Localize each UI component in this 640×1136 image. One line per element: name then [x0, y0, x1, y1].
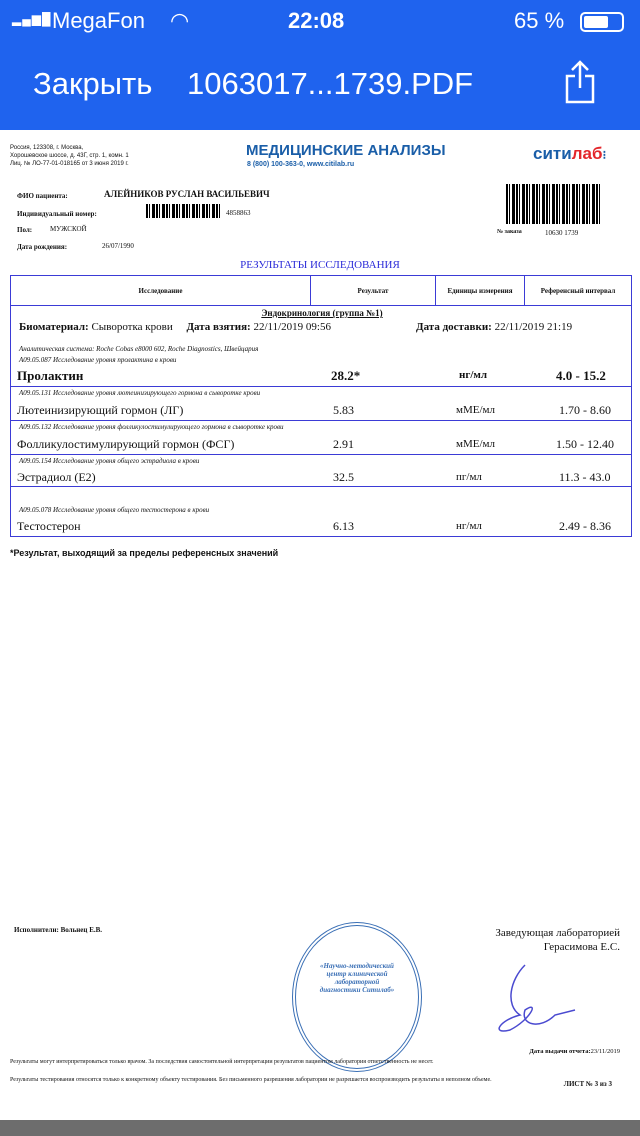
results-title: РЕЗУЛЬТАТЫ ИССЛЕДОВАНИЯ [240, 259, 400, 271]
test-unit: нг/мл [456, 520, 482, 532]
table-row [10, 455, 632, 487]
test-name: Пролактин [17, 368, 84, 383]
test-name: Лютеинизирующий гормон (ЛГ) [17, 403, 184, 417]
sex-label: Пол: [17, 226, 33, 234]
order-number: 10630 1739 [545, 229, 579, 237]
stamp: «Научно-методический центр клинической лабораторной диагностики Ситилаб» [292, 922, 422, 1072]
col-test: Исследование [11, 276, 311, 306]
lab-head: Заведующая лабораторией Герасимова Е.С. [495, 927, 620, 953]
test-result: 32.5 [333, 470, 354, 484]
test-code: A09.05.078 Исследование уровня общего тестостерона в крови [19, 506, 210, 514]
test-reference: 1.50 - 12.40 [556, 437, 614, 451]
test-code: A09.05.154 Исследование уровня общего эстрадиола в крови [19, 457, 200, 465]
document-title: 1063017...1739.PDF [187, 66, 474, 101]
test-name: Тестостерон [17, 519, 81, 533]
carrier: MegaFon [52, 8, 145, 33]
test-unit: нг/мл [459, 369, 488, 381]
id-label: Индивидуальный номер: [17, 210, 97, 218]
battery-percent: 65 % [514, 8, 565, 33]
disclaimer: Результаты тестирования относятся только к конкретному объекту тестирования. Без письменного разрешения лаборатории не разрешается воспроизводить результаты в неполном объеме. [10, 1077, 492, 1083]
test-unit: пг/мл [456, 471, 482, 483]
test-name: Фолликулостимулирующий гормон (ФСГ) [17, 437, 235, 451]
pdf-page [0, 130, 640, 1120]
patient-name: АЛЕЙНИКОВ РУСЛАН ВАСИЛЬЕВИЧ [104, 189, 270, 199]
table-row [10, 487, 632, 537]
page-number: ЛИСТ № 3 из 3 [563, 1080, 612, 1088]
test-code: A09.05.132 Исследование уровня фолликулостимулирующего гормона в сыворотке крови [19, 423, 284, 431]
close-button[interactable]: Закрыть [33, 66, 153, 101]
report-date: Дата выдачи отчета:23/11/2019 [529, 1048, 620, 1055]
test-code: A09.05.087 Исследование уровня пролактина в крови [19, 356, 177, 364]
patient-sex: МУЖСКОЙ [50, 225, 87, 233]
signal-icon: ▂▄▆█ [12, 12, 52, 26]
col-units: Единицы измерения [436, 276, 525, 306]
group-title: Эндокринология (группа №1) [261, 308, 383, 318]
table-row [10, 421, 632, 455]
test-name: Эстрадиол (Е2) [17, 470, 96, 484]
order-label: № заказа [497, 229, 522, 235]
citilab-logo: ситилаб⁝ [533, 144, 607, 163]
test-result: 5.83 [333, 403, 354, 417]
lab-address: Россия, 123308, г. Москва, Хорошевское шоссе, д. 43Г, стр. 1, комн. 1 Лиц. № ЛО-77-01-018165 от 3 июня 2019 г. [10, 145, 129, 167]
pdf-viewer-header [0, 0, 640, 130]
test-result: 6.13 [333, 519, 354, 533]
dob-label: Дата рождения: [17, 243, 68, 251]
id-barcode [146, 204, 220, 218]
test-reference: 11.3 - 43.0 [559, 470, 611, 484]
disclaimer: Результаты могут интерпретироваться только врачом. За последствия самостоятельной интерпретации результатов пациентом лаборатория ответственность не несет. [10, 1059, 434, 1065]
sample-info: Биоматериал: Сыворотка крови Дата взятия: 22/11/2019 09:56 Дата доставки: 22/11/2019 21:19 [19, 321, 573, 333]
patient-dob: 26/07/1990 [102, 242, 134, 250]
table-row [10, 387, 632, 421]
test-code: A09.05.131 Исследование уровня лютеинизирующего гормона в сыворотке крови [19, 389, 261, 397]
order-barcode [506, 184, 602, 224]
table-row [10, 305, 632, 387]
patient-id: 4858863 [226, 209, 251, 217]
footnote: *Результат, выходящий за пределы референсных значений [10, 548, 279, 558]
wifi-icon: ◠ [170, 8, 190, 33]
test-unit: мМЕ/мл [456, 438, 495, 450]
col-result: Результат [311, 276, 436, 306]
test-reference: 4.0 - 15.2 [556, 368, 606, 383]
analytic-system: Аналитическая система: Roche Cobas e8000 602, Roche Diagnostics, Швейцария [19, 345, 259, 353]
doc-title: МЕДИЦИНСКИЕ АНАЛИЗЫ [246, 142, 446, 159]
share-icon[interactable] [563, 58, 597, 104]
bottom-bar [0, 1120, 640, 1136]
test-reference: 2.49 - 8.36 [559, 519, 611, 533]
test-result: 2.91 [333, 437, 354, 451]
name-label: ФИО пациента: [17, 192, 68, 200]
clock: 22:08 [288, 8, 345, 33]
results-table-header [10, 275, 632, 306]
battery-icon [580, 12, 624, 32]
test-unit: мМЕ/мл [456, 404, 495, 416]
signature [480, 960, 590, 1040]
test-reference: 1.70 - 8.60 [559, 403, 611, 417]
col-reference: Референсный интервал [525, 276, 632, 306]
performer: Исполнители: Вольнец Е.В. [14, 926, 103, 934]
lab-contacts: 8 (800) 100-363-0, www.citilab.ru [247, 161, 355, 168]
test-result: 28.2* [331, 368, 361, 383]
